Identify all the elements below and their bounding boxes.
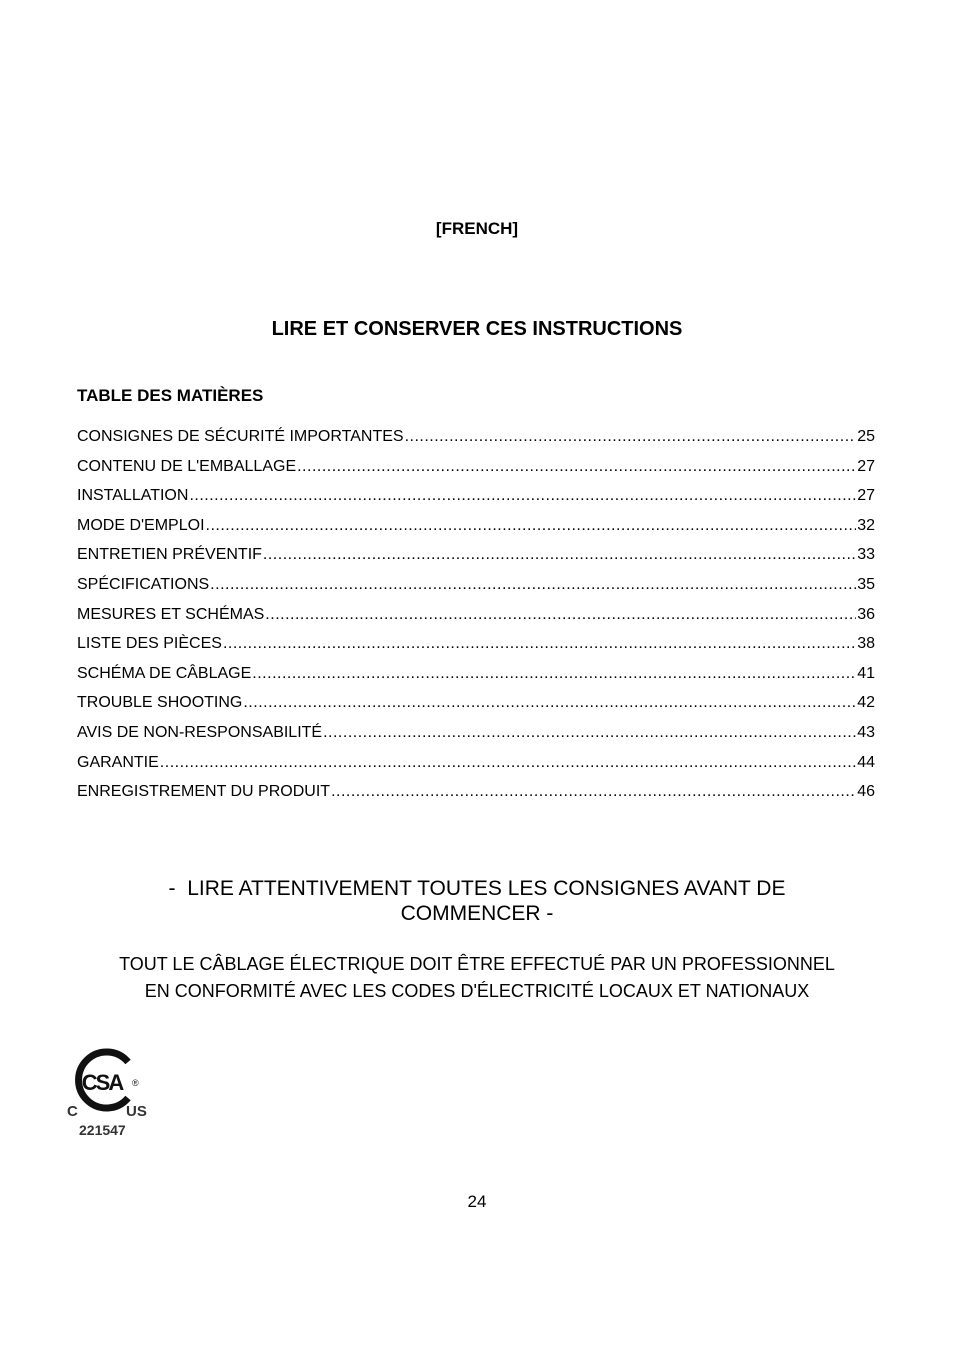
toc-entry (77, 516, 875, 546)
toc-leader-dots (265, 605, 856, 625)
toc-entry (77, 427, 875, 457)
toc-entry-label: GARANTIE (77, 753, 159, 771)
toc-entry-label: MESURES ET SCHÉMAS (77, 605, 265, 623)
toc-leader-dots (323, 723, 856, 743)
toc-entry-label: LISTE DES PIÈCES (77, 635, 222, 653)
svg-text:®: ® (132, 1078, 139, 1088)
toc-entry (77, 486, 875, 516)
wiring-line-1: TOUT LE CÂBLAGE ÉLECTRIQUE DOIT ÊTRE EFFECTUÉ PAR UN PROFESSIONNEL (119, 954, 835, 974)
toc-entry (77, 753, 875, 783)
toc-entry (77, 693, 875, 723)
toc-entry (77, 575, 875, 605)
csa-certification-mark (66, 1048, 156, 1143)
toc-entry-page: 35 (857, 575, 875, 593)
toc-entry-label: MODE D'EMPLOI (77, 516, 205, 534)
toc-leader-dots (160, 753, 856, 773)
toc-entry-label: ENREGISTREMENT DU PRODUIT (77, 783, 331, 801)
toc-entry-label: CONTENU DE L'EMBALLAGE (77, 457, 297, 475)
toc-entry (77, 457, 875, 487)
language-label: [FRENCH] (435, 219, 519, 238)
toc-entry-page: 46 (857, 783, 875, 801)
notice-line-2: COMMENCER - (400, 902, 554, 925)
toc-leader-dots (189, 486, 856, 506)
toc-entry (77, 664, 875, 694)
csa-logo-icon (66, 1048, 156, 1123)
page-number: 24 (467, 1192, 487, 1211)
toc-leader-dots (405, 427, 857, 447)
toc-leader-dots (206, 516, 857, 536)
toc-heading: TABLE DES MATIÈRES (77, 386, 264, 405)
toc-entry-page: 44 (857, 753, 875, 771)
toc-entry-page: 33 (857, 546, 875, 564)
toc-leader-dots (243, 693, 856, 713)
certification-number: 221547 (79, 1122, 126, 1138)
toc-leader-dots (297, 457, 856, 477)
wiring-warning (0, 951, 954, 1005)
toc-entry-page: 32 (857, 516, 875, 534)
toc-entry-label: SPÉCIFICATIONS (77, 575, 210, 593)
toc-entry-page: 27 (857, 457, 875, 475)
toc-leader-dots (252, 664, 856, 684)
toc-leader-dots (331, 782, 856, 802)
toc-entry-label: TROUBLE SHOOTING (77, 694, 243, 712)
toc-entry-label: ENTRETIEN PRÉVENTIF (77, 546, 262, 564)
svg-text:C: C (67, 1103, 78, 1120)
toc-entry (77, 545, 875, 575)
read-instructions-notice (0, 876, 954, 926)
page-title: LIRE ET CONSERVER CES INSTRUCTIONS (271, 318, 683, 340)
svg-text:CSA: CSA (81, 1070, 123, 1095)
toc-entry-label: SCHÉMA DE CÂBLAGE (77, 664, 252, 682)
toc-entry-page: 43 (857, 723, 875, 741)
toc-leader-dots (223, 634, 856, 654)
toc-entry-label: CONSIGNES DE SÉCURITÉ IMPORTANTES (77, 428, 404, 445)
toc-entry-page: 27 (857, 487, 875, 505)
table-of-contents (77, 427, 875, 812)
toc-entry (77, 634, 875, 664)
toc-entry-page: 41 (857, 664, 875, 682)
toc-entry-page: 38 (857, 635, 875, 653)
toc-entry (77, 782, 875, 812)
wiring-line-2: EN CONFORMITÉ AVEC LES CODES D'ÉLECTRICITÉ LOCAUX ET NATIONAUX (144, 981, 810, 1001)
toc-leader-dots (210, 575, 856, 595)
notice-line-1: - LIRE ATTENTIVEMENT TOUTES LES CONSIGNES AVANT DE (168, 877, 786, 900)
svg-text:US: US (126, 1103, 147, 1120)
toc-leader-dots (263, 545, 856, 565)
toc-entry-page: 25 (857, 428, 875, 445)
toc-entry-page: 42 (857, 694, 875, 712)
toc-entry (77, 723, 875, 753)
toc-entry-page: 36 (857, 605, 875, 623)
toc-entry-label: AVIS DE NON-RESPONSABILITÉ (77, 723, 323, 741)
toc-entry-label: INSTALLATION (77, 487, 189, 505)
toc-entry (77, 605, 875, 635)
